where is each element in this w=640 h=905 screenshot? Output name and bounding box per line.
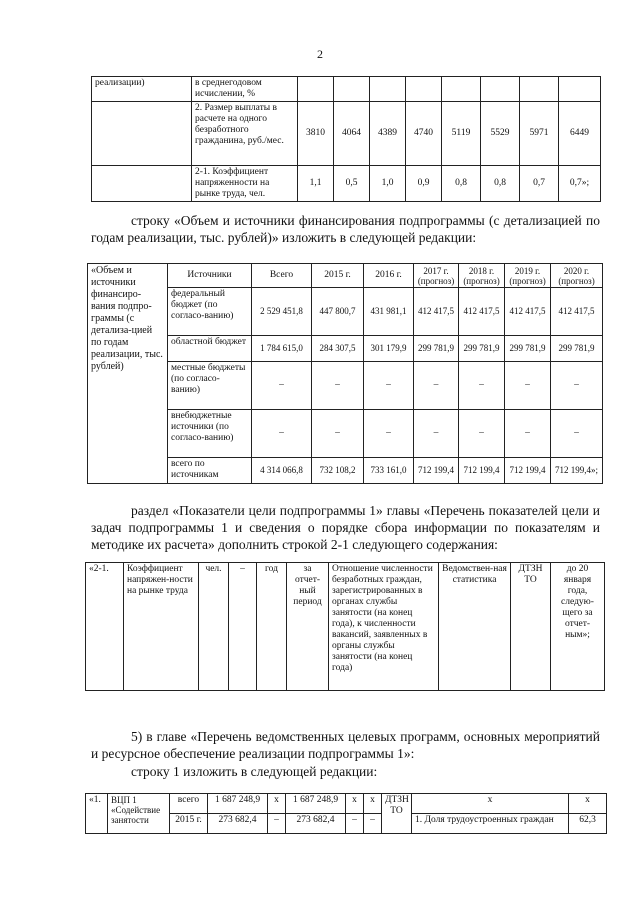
value-cell: 412 417,5 (459, 288, 505, 336)
funding-table (87, 263, 603, 484)
indicator-cell: х (412, 794, 569, 814)
value-cell: – (312, 362, 364, 410)
value-cell: 712 199,4 (459, 458, 505, 484)
value-cell: 0,7»; (559, 166, 601, 202)
indicator-cell: 1. Доля трудоустроенных граждан (412, 814, 569, 834)
indicator-row-table (85, 562, 605, 691)
table-row (92, 77, 601, 102)
value-cell: – (505, 410, 551, 458)
source-cell: всего по источникам (168, 458, 252, 484)
value-cell: 4 314 066,8 (252, 458, 312, 484)
paragraph-indicators: раздел «Показатели цели подпрограммы 1» главы «Перечень показателей цели и задач подпрограммы 1 и сведения о порядке сбора информации по показателям и методике их расчета» дополнить строкой 2-1 следующего содержания: (91, 503, 600, 552)
value-cell: 412 417,5 (505, 288, 551, 336)
table-header-row (88, 264, 603, 288)
value-cell: х (268, 794, 286, 814)
indicator-cell: 2-1. Коэффициент напряженности на рынке труда, чел. (192, 166, 298, 202)
responsible-cell: ДТЗН ТО (511, 563, 551, 691)
program-table (85, 793, 607, 834)
value-cell: 299 781,9 (414, 336, 459, 362)
value-cell: 0,8 (442, 166, 481, 202)
value-cell: 0,7 (520, 166, 559, 202)
column-header: 2019 г. (прогноз) (505, 264, 551, 288)
value-cell: 1 687 248,9 (286, 794, 346, 814)
funding-label: «Объем и источники финансиро-вания подпро-граммы (с детализа-цией по годам реализации, тыс. рублей) (88, 264, 168, 484)
unit-cell: чел. (199, 563, 229, 691)
value-cell: х (569, 794, 607, 814)
indicator-cell: 2. Размер выплаты в расчете на одного безработного гражданина, руб./мес. (192, 102, 298, 166)
value-cell: – (551, 362, 603, 410)
value-cell: 412 417,5 (551, 288, 603, 336)
page-number: 2 (317, 47, 323, 61)
value-cell: 273 682,4 (208, 814, 268, 834)
value-cell: – (459, 410, 505, 458)
value-cell: 299 781,9 (459, 336, 505, 362)
value-cell: 4064 (334, 102, 370, 166)
value-cell: – (346, 814, 364, 834)
value-cell: – (414, 362, 459, 410)
paragraph-funding: строку «Объем и источники финансирования подпрограммы (с детализацией по годам реализации, тыс. рублей)» изложить в следующей редакции: (91, 213, 600, 245)
indicators-table (91, 76, 601, 202)
period-cell: 2015 г. (170, 814, 208, 834)
value-cell: – (414, 410, 459, 458)
table-row (86, 794, 607, 814)
paragraph-chapter: 5) в главе «Перечень ведомственных целевых программ, основных мероприятий и ресурсное обеспечение реализации подпрограммы 1»: (91, 729, 600, 761)
indicator-name: Коэффициент напряжен-ности на рынке труда (124, 563, 199, 691)
column-header: 2017 г. (прогноз) (414, 264, 459, 288)
value-cell: – (312, 410, 364, 458)
value-cell: 0,5 (334, 166, 370, 202)
value-cell: 1,0 (370, 166, 406, 202)
table-row (92, 166, 601, 202)
value-cell: – (364, 410, 414, 458)
program-name: ВЦП 1 «Содействие занятости (108, 794, 170, 834)
value-cell: 62,3 (569, 814, 607, 834)
value-cell: 1 687 248,9 (208, 794, 268, 814)
source-cell: Ведомствен-ная статистика (439, 563, 511, 691)
value-cell: 733 161,0 (364, 458, 414, 484)
value-cell: 447 800,7 (312, 288, 364, 336)
value-cell: 431 981,1 (364, 288, 414, 336)
paragraph-row: строку 1 изложить в следующей редакции: (131, 764, 378, 779)
source-cell: областной бюджет (168, 336, 252, 362)
period-cell: за отчет-ный период (287, 563, 329, 691)
value-cell: 5971 (520, 102, 559, 166)
value-cell: – (459, 362, 505, 410)
row-number: «1. (86, 794, 108, 834)
period-cell: реализации) (92, 77, 192, 102)
table-row (92, 102, 601, 166)
value-cell: 301 179,9 (364, 336, 414, 362)
source-cell: федеральный бюджет (по согласо-ванию) (168, 288, 252, 336)
value-cell: 712 199,4 (505, 458, 551, 484)
value-cell: – (364, 362, 414, 410)
value-cell: 299 781,9 (505, 336, 551, 362)
period-cell (92, 102, 192, 166)
value-cell: 1,1 (298, 166, 334, 202)
value-cell: 2 529 451,8 (252, 288, 312, 336)
period-cell: всего (170, 794, 208, 814)
value-cell: 712 199,4»; (551, 458, 603, 484)
indicator-cell: в среднегодовом исчислении, % (192, 77, 298, 102)
value-cell: – (551, 410, 603, 458)
value-cell: 4740 (406, 102, 442, 166)
value-cell: – (268, 814, 286, 834)
period-type-cell: год (257, 563, 287, 691)
value-cell: х (346, 794, 364, 814)
executor-cell: ДТЗН ТО (382, 794, 412, 834)
value-cell: 3810 (298, 102, 334, 166)
value-cell: – (252, 410, 312, 458)
deadline-cell: до 20 января года, следую-щего за отчет-ным»; (551, 563, 605, 691)
value-cell: 5119 (442, 102, 481, 166)
value-cell: 4389 (370, 102, 406, 166)
table-row (86, 563, 605, 691)
row-number: «2-1. (86, 563, 124, 691)
column-header: Источники (168, 264, 252, 288)
dash-cell: – (229, 563, 257, 691)
column-header: 2015 г. (312, 264, 364, 288)
value-cell: 0,8 (481, 166, 520, 202)
period-cell (92, 166, 192, 202)
source-cell: внебюджетные источники (по согласо-ванию) (168, 410, 252, 458)
value-cell: – (364, 814, 382, 834)
value-cell: 284 307,5 (312, 336, 364, 362)
value-cell: 732 108,2 (312, 458, 364, 484)
value-cell: 1 784 615,0 (252, 336, 312, 362)
value-cell: 412 417,5 (414, 288, 459, 336)
value-cell: 299 781,9 (551, 336, 603, 362)
value-cell: – (505, 362, 551, 410)
value-cell: – (252, 362, 312, 410)
column-header: 2016 г. (364, 264, 414, 288)
value-cell: 5529 (481, 102, 520, 166)
column-header: Всего (252, 264, 312, 288)
column-header: 2020 г. (прогноз) (551, 264, 603, 288)
source-cell: местные бюджеты (по согласо-ванию) (168, 362, 252, 410)
value-cell: 273 682,4 (286, 814, 346, 834)
value-cell: 6449 (559, 102, 601, 166)
column-header: 2018 г. (прогноз) (459, 264, 505, 288)
value-cell: 0,9 (406, 166, 442, 202)
value-cell: 712 199,4 (414, 458, 459, 484)
value-cell: х (364, 794, 382, 814)
method-cell: Отношение численности безработных граждан, зарегистрированных в органах службы занятости (на конец года), к численности вакансий, заявленных в органы службы занятости (на конец года) (329, 563, 439, 691)
